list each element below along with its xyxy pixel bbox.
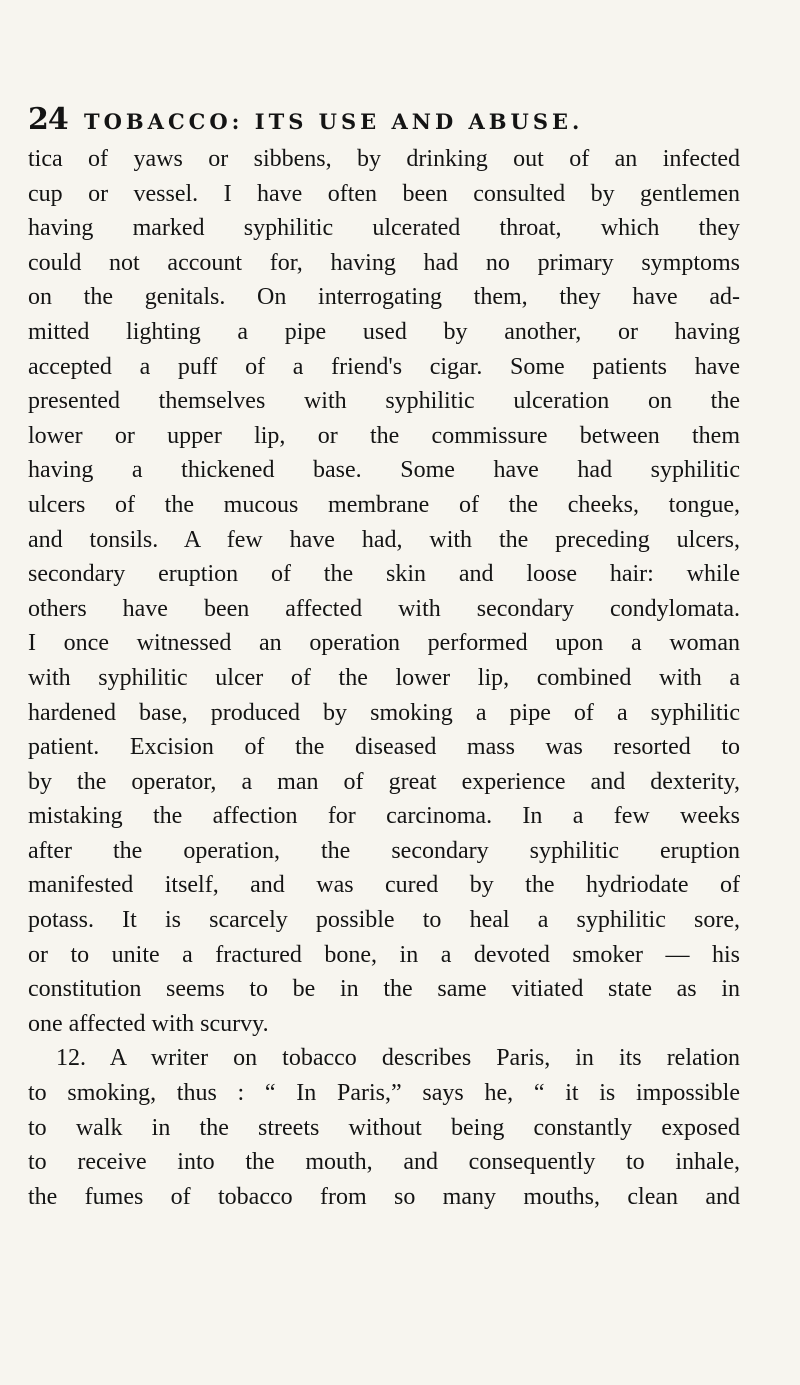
text-line: one affected with scurvy. [28, 1010, 269, 1037]
text-line: 12. A writer on tobacco describes Paris, in its relation [56, 1045, 740, 1072]
text-line: ulcers of the mucous membrane of the cheeks, tongue, [28, 491, 740, 518]
text-line: by the operator, a man of great experience and dexterity, [28, 768, 740, 795]
text-line: to smoking, thus : “ In Paris,” says he, “ it is impossible [28, 1080, 740, 1107]
text-line: having marked syphilitic ulcerated throat, which they [28, 215, 740, 242]
text-line: accepted a puff of a friend's cigar. Some patients have [28, 353, 740, 380]
text-line: after the operation, the secondary syphilitic eruption [28, 837, 740, 864]
text-line: patient. Excision of the diseased mass was resorted to [28, 734, 740, 761]
running-title: TOBACCO: ITS USE AND ABUSE. [84, 109, 584, 134]
text-line: manifested itself, and was cured by the hydriodate of [28, 872, 740, 899]
text-line: potass. It is scarcely possible to heal a syphilitic sore, [28, 907, 740, 934]
text-line: I once witnessed an operation performed upon a woman [28, 630, 740, 657]
text-line: hardened base, produced by smoking a pipe of a syphilitic [28, 699, 740, 726]
text-line: or to unite a fractured bone, in a devoted smoker — his [28, 941, 740, 968]
text-line: mitted lighting a pipe used by another, or having [28, 318, 740, 345]
text-line: secondary eruption of the skin and loose hair: while [28, 561, 740, 588]
text-line: on the genitals. On interrogating them, they have ad- [28, 284, 740, 311]
text-line: to receive into the mouth, and consequently to inhale, [28, 1149, 740, 1176]
body-text [28, 142, 740, 1214]
text-line: the fumes of tobacco from so many mouths, clean and [28, 1183, 740, 1210]
text-line: could not account for, having had no primary symptoms [28, 249, 740, 276]
text-line: others have been affected with secondary condylomata. [28, 595, 740, 622]
text-line: cup or vessel. I have often been consulted by gentlemen [28, 180, 740, 207]
text-line: mistaking the affection for carcinoma. In a few weeks [28, 803, 740, 830]
text-line: tica of yaws or sibbens, by drinking out of an infected [28, 146, 740, 172]
text-line: presented themselves with syphilitic ulceration on the [28, 388, 740, 415]
text-line: to walk in the streets without being constantly exposed [28, 1114, 740, 1141]
text-line: with syphilitic ulcer of the lower lip, combined with a [28, 664, 740, 691]
running-head [28, 102, 748, 142]
text-line: constitution seems to be in the same vitiated state as in [28, 976, 740, 1003]
text-line: having a thickened base. Some have had syphilitic [28, 457, 740, 484]
page-number: 24 [28, 102, 68, 137]
text-line: lower or upper lip, or the commissure between them [28, 422, 740, 449]
text-line: and tonsils. A few have had, with the preceding ulcers, [28, 526, 740, 553]
